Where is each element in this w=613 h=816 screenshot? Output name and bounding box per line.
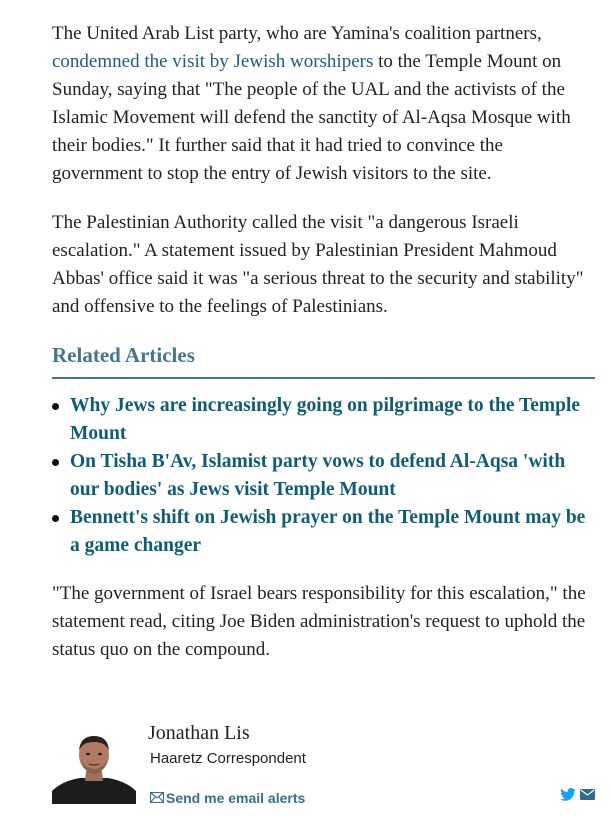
related-article-link-tisha-bav[interactable]: On Tisha B'Av, Islamist party vows to defend Al-Aqsa 'with our bodies' as Jews visit Temple Mount	[70, 451, 566, 500]
related-articles-title: Related Articles	[52, 339, 595, 379]
related-articles-list	[52, 392, 595, 560]
related-article-link-pilgrimage[interactable]: Why Jews are increasingly going on pilgrimage to the Temple Mount	[70, 395, 581, 444]
paragraph-pa: The Palestinian Authority called the visit "a dangerous Israeli escalation." A statement issued by Palestinian President Mahmoud Abbas' office said it was "a serious threat to the security and stability" and offensive to the feelings of Palestinians.	[52, 212, 584, 317]
email-icon[interactable]	[580, 789, 595, 800]
author-name[interactable]: Jonathan Lis	[148, 722, 250, 744]
related-article-item	[52, 392, 595, 448]
related-articles	[52, 339, 595, 560]
email-alerts-button[interactable]	[150, 790, 305, 806]
related-article-link-bennett[interactable]: Bennett's shift on Jewish prayer on the Temple Mount may be a game changer	[70, 507, 586, 556]
email-alerts-label: Send me email alerts	[166, 790, 306, 806]
bullet-dot	[52, 403, 59, 410]
bullet-dot	[52, 515, 59, 522]
author-avatar[interactable]	[52, 729, 136, 804]
condemned-visit-link[interactable]: condemned the visit by Jewish worshipers	[52, 51, 374, 72]
paragraph-ual	[52, 20, 597, 188]
related-article-item	[52, 448, 595, 504]
paragraph-israel-government: "The government of Israel bears responsibility for this escalation," the statement read, citing Joe Biden administration's request to uphold the status quo on the compound.	[52, 583, 586, 660]
share-buttons	[560, 788, 595, 801]
envelope-icon	[150, 790, 164, 806]
twitter-icon[interactable]	[560, 788, 576, 801]
author-box	[52, 716, 597, 808]
p1-text-end: to the Temple Mount on Sunday, saying that "The people of the UAL and the activists of the Islamic Movement will defend the sanctity of Al-Aqsa Mosque with their bodies." It further said that it had tried to convince the government to stop the entry of Jewish visitors to the site.	[52, 51, 571, 184]
author-role: Haaretz Correspondent	[150, 750, 306, 767]
p1-text-start: The United Arab List party, who are Yamina's coalition partners,	[52, 23, 542, 44]
bullet-dot	[52, 459, 59, 466]
author-photo	[52, 729, 136, 804]
related-article-item	[52, 504, 595, 560]
